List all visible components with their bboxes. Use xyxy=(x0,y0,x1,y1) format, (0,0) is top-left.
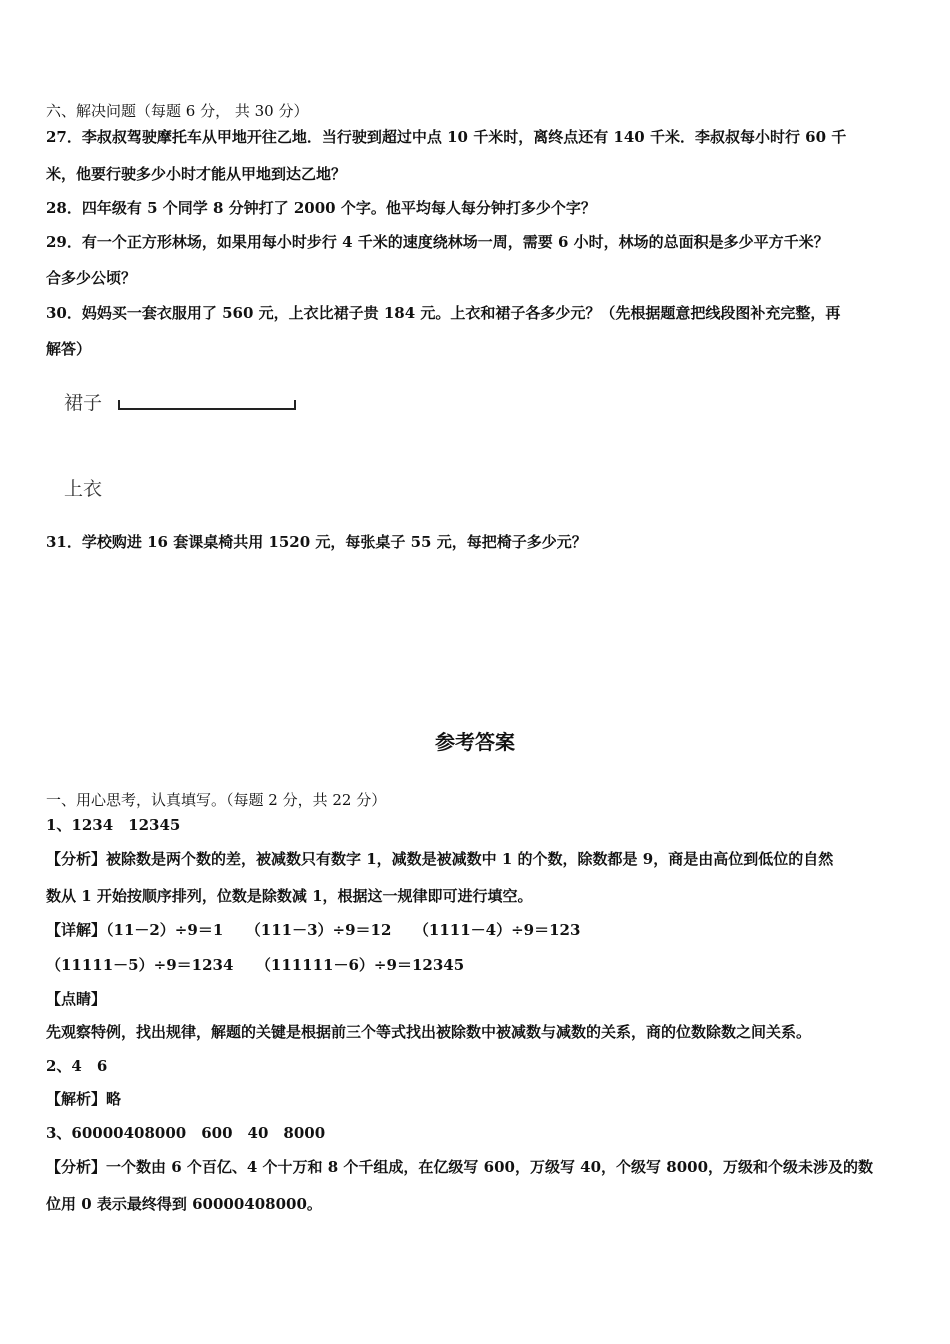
answer-3-analysis-line1: 【分析】一个数由 6 个百亿、4 个十万和 8 个千组成，在亿级写 600，万级写 40，个级写 8000，万级和个级未涉及的数 xyxy=(46,1158,874,1176)
question-30-line1: 30．妈妈买一套衣服用了 560 元，上衣比裙子贵 184 元。上衣和裙子各多少元？（先根据题意把线段图补充完整，再 xyxy=(46,304,841,322)
answers-section1-heading: 一、用心思考，认真填写。（每题 2 分，共 22 分） xyxy=(46,791,387,809)
answer-2: 2、4 6 xyxy=(46,1057,108,1075)
answers-title: 参考答案 xyxy=(435,730,515,754)
question-27-line1: 27．李叔叔驾驶摩托车从甲地开往乙地．当行驶到超过中点 10 千米时，离终点还有 140 千米．李叔叔每小时行 60 千 xyxy=(46,128,847,146)
question-30-line2: 解答） xyxy=(46,340,92,358)
answer-1-detail-line2: （11111－5）÷9＝1234 （111111－6）÷9＝12345 xyxy=(46,956,465,974)
answer-2-analysis: 【解析】略 xyxy=(46,1090,122,1108)
section-heading: 六、解决问题（每题 6 分， 共 30 分） xyxy=(46,102,309,120)
question-31: 31．学校购进 16 套课桌椅共用 1520 元，每张桌子 55 元，每把椅子多少元？ xyxy=(46,533,587,551)
answer-1-analysis-line2: 数从 1 开始按顺序排列，位数是除数减 1，根据这一规律即可进行填空。 xyxy=(46,887,533,905)
answer-1: 1、1234 12345 xyxy=(46,816,181,834)
answer-3-analysis-line2: 位用 0 表示最终得到 60000408000。 xyxy=(46,1195,322,1213)
question-27-line2: 米，他要行驶多少小时才能从甲地到达乙地？ xyxy=(46,165,347,183)
answer-3: 3、60000408000 600 40 8000 xyxy=(46,1124,326,1142)
question-28: 28．四年级有 5 个同学 8 分钟打了 2000 个字。他平均每人每分钟打多少个字？ xyxy=(46,199,596,217)
question-29-line1: 29．有一个正方形林场，如果用每小时步行 4 千米的速度绕林场一周，需要 6 小时，林场的总面积是多少平方千米？ xyxy=(46,233,829,251)
answer-1-detail-line1: 【详解】（11－2）÷9＝1 （111－3）÷9＝12 （1111－4）÷9＝123 xyxy=(46,921,581,939)
skirt-segment xyxy=(118,400,296,410)
answer-1-point-label: 【点睛】 xyxy=(46,990,107,1008)
answer-1-analysis-line1: 【分析】被除数是两个数的差，被减数只有数字 1，减数是被减数中 1 的个数，除数都是 9，商是由高位到低位的自然 xyxy=(46,850,834,868)
diagram-label-skirt: 裙子 xyxy=(64,392,103,414)
question-29-line2: 合多少公顷？ xyxy=(46,269,137,287)
diagram-label-top: 上衣 xyxy=(64,478,103,500)
answer-1-point-text: 先观察特例，找出规律，解题的关键是根据前三个等式找出被除数中被减数与减数的关系，商的位数除数之间关系。 xyxy=(46,1023,812,1041)
